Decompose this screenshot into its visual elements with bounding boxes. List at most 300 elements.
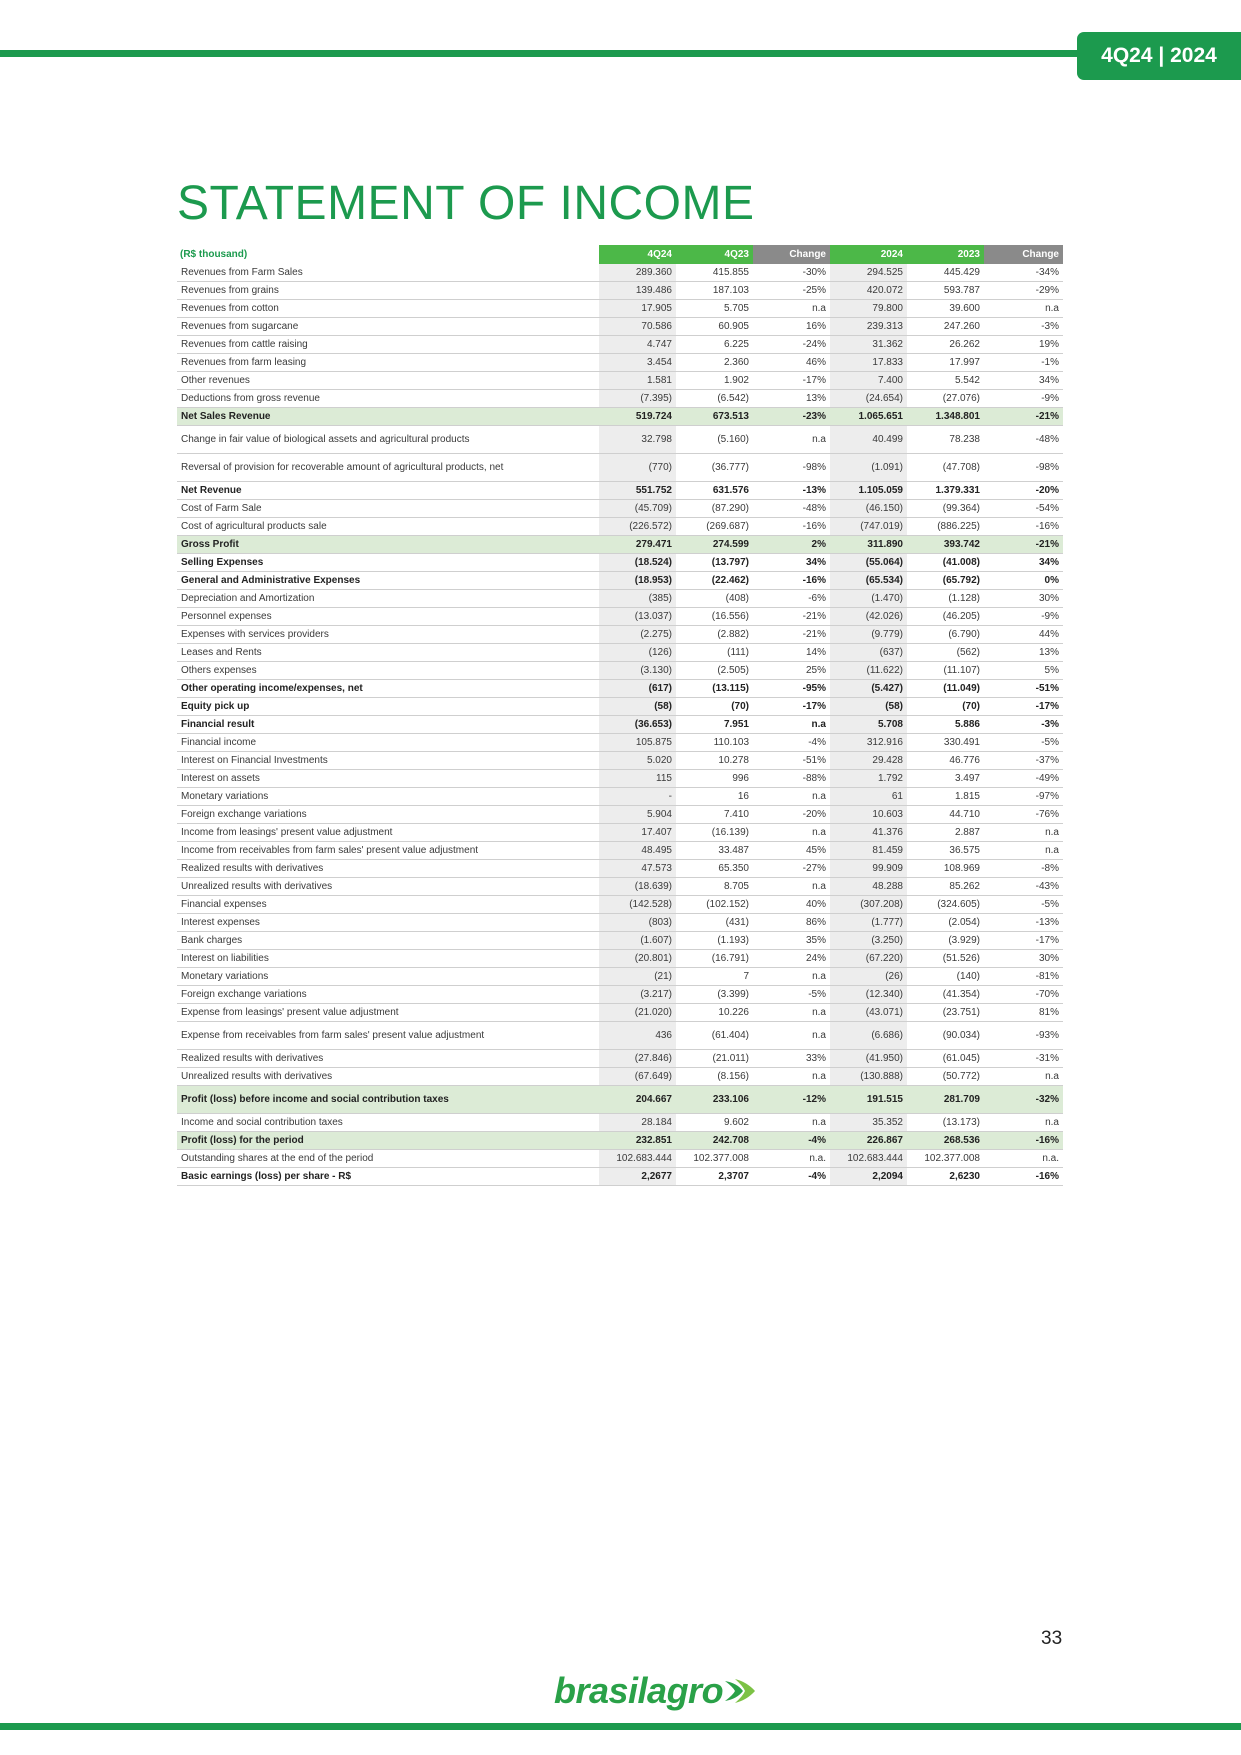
row-value: (140) [907,968,984,986]
row-label: Other revenues [177,372,599,390]
row-label: Cost of Farm Sale [177,500,599,518]
row-value: 40.499 [830,426,907,454]
row-value: (3.399) [676,986,753,1004]
row-value: 33% [753,1050,830,1068]
row-value: 1.379.331 [907,482,984,500]
row-value: n.a [753,1004,830,1022]
row-value: 60.905 [676,318,753,336]
row-value: (226.572) [599,518,676,536]
row-value: 13% [753,390,830,408]
row-value: (2.882) [676,626,753,644]
row-value: 274.599 [676,536,753,554]
row-value: (1.091) [830,454,907,482]
row-value: -98% [984,454,1063,482]
row-value: (3.929) [907,932,984,950]
row-value: -9% [984,390,1063,408]
row-value: -3% [984,318,1063,336]
row-value: (3.250) [830,932,907,950]
row-value: (1.193) [676,932,753,950]
row-value: (6.790) [907,626,984,644]
row-value: -51% [984,680,1063,698]
table-row [177,1132,1063,1150]
table-header-row [177,245,1063,264]
row-value: 10.278 [676,752,753,770]
row-value: 102.377.008 [907,1150,984,1168]
row-value: 10.226 [676,1004,753,1022]
page-title: STATEMENT OF INCOME [177,177,755,230]
row-value: (770) [599,454,676,482]
row-value: 35% [753,932,830,950]
table-row [177,1050,1063,1068]
row-value: (22.462) [676,572,753,590]
row-value: -48% [984,426,1063,454]
row-value: 5.705 [676,300,753,318]
row-value: 29.428 [830,752,907,770]
row-label: Interest expenses [177,914,599,932]
row-value: 17.997 [907,354,984,372]
row-value: 16% [753,318,830,336]
row-value: -1% [984,354,1063,372]
row-value: (6.686) [830,1022,907,1050]
row-value: (1.128) [907,590,984,608]
table-body [177,264,1063,1186]
row-value: (23.751) [907,1004,984,1022]
row-value: (55.064) [830,554,907,572]
table-row [177,806,1063,824]
table-row [177,752,1063,770]
row-value: (20.801) [599,950,676,968]
row-label: Monetary variations [177,968,599,986]
row-value: 30% [984,950,1063,968]
table-row [177,390,1063,408]
row-value: (324.605) [907,896,984,914]
row-value: -20% [753,806,830,824]
row-value: n.a [984,1114,1063,1132]
table-row [177,1068,1063,1086]
table-row [177,318,1063,336]
row-value: 33.487 [676,842,753,860]
table-row [177,986,1063,1004]
row-value: 2.360 [676,354,753,372]
row-value: (42.026) [830,608,907,626]
row-value: 41.376 [830,824,907,842]
row-value: 551.752 [599,482,676,500]
row-value: n.a [753,1068,830,1086]
row-value: -70% [984,986,1063,1004]
row-value: 673.513 [676,408,753,426]
row-value: (46.150) [830,500,907,518]
table-row [177,626,1063,644]
row-value: (50.772) [907,1068,984,1086]
row-value: 7.410 [676,806,753,824]
row-value: (1.470) [830,590,907,608]
table-row [177,662,1063,680]
row-value: 330.491 [907,734,984,752]
row-value: (61.045) [907,1050,984,1068]
row-value: 445.429 [907,264,984,282]
row-value: 311.890 [830,536,907,554]
row-value: (41.008) [907,554,984,572]
row-value: 17.905 [599,300,676,318]
row-value: 279.471 [599,536,676,554]
row-value: -5% [984,734,1063,752]
row-value: (886.225) [907,518,984,536]
top-accent-bar [0,50,1090,57]
row-label: Other operating income/expenses, net [177,680,599,698]
row-value: -43% [984,878,1063,896]
row-value: (11.107) [907,662,984,680]
row-value: 13% [984,644,1063,662]
row-value: -49% [984,770,1063,788]
row-value: (21.011) [676,1050,753,1068]
row-value: (21) [599,968,676,986]
row-value: -4% [753,1168,830,1186]
row-value: 191.515 [830,1086,907,1114]
row-value: -16% [984,1132,1063,1150]
row-label: General and Administrative Expenses [177,572,599,590]
row-label: Net Sales Revenue [177,408,599,426]
row-label: Revenues from Farm Sales [177,264,599,282]
row-value: -5% [753,986,830,1004]
row-value: (2.054) [907,914,984,932]
row-label: Realized results with derivatives [177,860,599,878]
row-value: (5.427) [830,680,907,698]
row-value: (51.526) [907,950,984,968]
row-value: (67.220) [830,950,907,968]
table-row [177,968,1063,986]
row-value: (431) [676,914,753,932]
row-value: 1.065.651 [830,408,907,426]
column-header: 2024 [830,245,907,264]
row-value: -29% [984,282,1063,300]
row-label: Net Revenue [177,482,599,500]
row-value: (67.649) [599,1068,676,1086]
row-label: Equity pick up [177,698,599,716]
row-value: 3.454 [599,354,676,372]
row-label: Depreciation and Amortization [177,590,599,608]
table-row [177,1004,1063,1022]
row-value: 81.459 [830,842,907,860]
row-value: -20% [984,482,1063,500]
table-row [177,878,1063,896]
row-value: 46% [753,354,830,372]
row-label: Revenues from cotton [177,300,599,318]
row-value: 2,3707 [676,1168,753,1186]
row-value: (41.354) [907,986,984,1004]
row-label: Expense from leasings' present value adjustment [177,1004,599,1022]
row-value: 1.348.801 [907,408,984,426]
row-label: Gross Profit [177,536,599,554]
row-value: 39.600 [907,300,984,318]
row-value: (16.791) [676,950,753,968]
row-value: 7.951 [676,716,753,734]
table-row [177,896,1063,914]
row-value: (27.076) [907,390,984,408]
row-value: -21% [984,408,1063,426]
row-value: (61.404) [676,1022,753,1050]
row-label: Bank charges [177,932,599,950]
column-header: 2023 [907,245,984,264]
row-value: -6% [753,590,830,608]
table-row [177,336,1063,354]
row-value: -32% [984,1086,1063,1114]
row-value: (47.708) [907,454,984,482]
row-value: -17% [753,372,830,390]
row-value: 48.288 [830,878,907,896]
row-value: 268.536 [907,1132,984,1150]
row-label: Expenses with services providers [177,626,599,644]
row-value: -17% [984,932,1063,950]
table-row [177,408,1063,426]
row-value: -31% [984,1050,1063,1068]
row-value: (16.139) [676,824,753,842]
table-row [177,698,1063,716]
row-label: Revenues from sugarcane [177,318,599,336]
row-value: 0% [984,572,1063,590]
row-value: 17.833 [830,354,907,372]
row-value: 78.238 [907,426,984,454]
row-value: (130.888) [830,1068,907,1086]
row-value: 415.855 [676,264,753,282]
row-value: 28.184 [599,1114,676,1132]
row-value: (46.205) [907,608,984,626]
row-value: 16 [676,788,753,806]
row-value: 6.225 [676,336,753,354]
row-value: n.a [753,426,830,454]
row-value: -3% [984,716,1063,734]
row-value: (2.505) [676,662,753,680]
row-value: 44.710 [907,806,984,824]
row-value: 36.575 [907,842,984,860]
row-value: 102.377.008 [676,1150,753,1168]
row-value: n.a. [984,1150,1063,1168]
row-value: (6.542) [676,390,753,408]
row-value: (102.152) [676,896,753,914]
row-value: 46.776 [907,752,984,770]
row-value: -97% [984,788,1063,806]
row-label: Financial expenses [177,896,599,914]
row-value: 5.708 [830,716,907,734]
row-value: 281.709 [907,1086,984,1114]
row-value: (9.779) [830,626,907,644]
row-value: 86% [753,914,830,932]
row-value: 35.352 [830,1114,907,1132]
row-value: -16% [753,572,830,590]
row-value: 34% [753,554,830,572]
row-value: -25% [753,282,830,300]
table-row [177,716,1063,734]
row-value: (36.653) [599,716,676,734]
row-value: 79.800 [830,300,907,318]
row-value: 2,2677 [599,1168,676,1186]
row-value: 312.916 [830,734,907,752]
row-value: -13% [753,482,830,500]
row-label: Basic earnings (loss) per share - R$ [177,1168,599,1186]
row-value: 2,6230 [907,1168,984,1186]
row-value: 1.792 [830,770,907,788]
row-value: (41.950) [830,1050,907,1068]
period-badge: 4Q24 | 2024 [1077,32,1241,80]
row-value: n.a [753,716,830,734]
row-label: Interest on assets [177,770,599,788]
row-label: Profit (loss) for the period [177,1132,599,1150]
row-value: (26) [830,968,907,986]
row-value: -4% [753,734,830,752]
row-value: 5.904 [599,806,676,824]
row-value: 40% [753,896,830,914]
row-value: (2.275) [599,626,676,644]
row-value: -17% [753,698,830,716]
row-value: 289.360 [599,264,676,282]
row-value: (13.173) [907,1114,984,1132]
row-value: (45.709) [599,500,676,518]
row-value: 47.573 [599,860,676,878]
row-value: n.a. [753,1150,830,1168]
row-value: n.a [753,300,830,318]
row-label: Revenues from cattle raising [177,336,599,354]
row-value: 30% [984,590,1063,608]
row-value: -93% [984,1022,1063,1050]
row-value: 10.603 [830,806,907,824]
row-value: 24% [753,950,830,968]
row-value: -54% [984,500,1063,518]
row-value: (142.528) [599,896,676,914]
row-value: 102.683.444 [599,1150,676,1168]
row-label: Interest on liabilities [177,950,599,968]
row-label: Unrealized results with derivatives [177,1068,599,1086]
row-value: (70) [676,698,753,716]
table-row [177,518,1063,536]
row-value: (13.115) [676,680,753,698]
row-value: (13.037) [599,608,676,626]
row-value: 105.875 [599,734,676,752]
row-value: n.a [753,1022,830,1050]
brasilagro-logo [554,1670,757,1712]
row-label: Profit (loss) before income and social contribution taxes [177,1086,599,1114]
row-value: -98% [753,454,830,482]
row-value: -81% [984,968,1063,986]
row-value: 631.576 [676,482,753,500]
row-value: 108.969 [907,860,984,878]
row-value: 393.742 [907,536,984,554]
row-value: -17% [984,698,1063,716]
row-value: (13.797) [676,554,753,572]
row-value: -13% [984,914,1063,932]
row-value: 519.724 [599,408,676,426]
table-row [177,1150,1063,1168]
row-value: 139.486 [599,282,676,300]
row-value: 25% [753,662,830,680]
row-value: -16% [984,1168,1063,1186]
row-label: Financial income [177,734,599,752]
row-label: Cost of agricultural products sale [177,518,599,536]
column-header: 4Q24 [599,245,676,264]
row-value: (18.524) [599,554,676,572]
row-value: n.a [753,1114,830,1132]
table-row [177,500,1063,518]
row-value: 294.525 [830,264,907,282]
row-label: Revenues from farm leasing [177,354,599,372]
row-value: (126) [599,644,676,662]
table-row [177,426,1063,454]
row-value: 226.867 [830,1132,907,1150]
row-value: -24% [753,336,830,354]
row-value: 233.106 [676,1086,753,1114]
row-label: Selling Expenses [177,554,599,572]
table-row [177,354,1063,372]
row-label: Income and social contribution taxes [177,1114,599,1132]
row-label: Others expenses [177,662,599,680]
row-value: -5% [984,896,1063,914]
row-value: 85.262 [907,878,984,896]
table-row [177,608,1063,626]
row-value: -88% [753,770,830,788]
row-value: n.a [984,824,1063,842]
row-value: 420.072 [830,282,907,300]
column-header: Change [984,245,1063,264]
row-value: -16% [753,518,830,536]
page-number: 33 [1041,1628,1063,1649]
row-label: Income from leasings' present value adjustment [177,824,599,842]
table-row [177,770,1063,788]
row-value: (58) [599,698,676,716]
row-value: (70) [907,698,984,716]
row-value: (65.534) [830,572,907,590]
row-value: 1.815 [907,788,984,806]
row-value: 2,2094 [830,1168,907,1186]
row-value: (21.020) [599,1004,676,1022]
table-row [177,1022,1063,1050]
row-value: -21% [753,608,830,626]
row-value: 242.708 [676,1132,753,1150]
row-value: 14% [753,644,830,662]
row-value: 247.260 [907,318,984,336]
row-value: -21% [753,626,830,644]
row-value: (269.687) [676,518,753,536]
table-row [177,372,1063,390]
row-value: 239.313 [830,318,907,336]
row-value: 9.602 [676,1114,753,1132]
row-value: (58) [830,698,907,716]
row-value: 32.798 [599,426,676,454]
row-value: n.a [753,788,830,806]
row-value: -12% [753,1086,830,1114]
row-value: 34% [984,372,1063,390]
row-value: 8.705 [676,878,753,896]
table-row [177,572,1063,590]
row-value: 99.909 [830,860,907,878]
table-row [177,554,1063,572]
table-row [177,950,1063,968]
row-value: 7 [676,968,753,986]
row-label: Expense from receivables from farm sales' present value adjustment [177,1022,599,1050]
row-value: (65.792) [907,572,984,590]
row-value: -34% [984,264,1063,282]
row-value: (307.208) [830,896,907,914]
row-label: Revenues from grains [177,282,599,300]
row-value: 2.887 [907,824,984,842]
row-label: Unrealized results with derivatives [177,878,599,896]
chevron-wings-icon [723,1677,757,1705]
row-value: 436 [599,1022,676,1050]
row-value: -21% [984,536,1063,554]
row-value: (18.953) [599,572,676,590]
row-value: 187.103 [676,282,753,300]
row-value: (36.777) [676,454,753,482]
row-value: (99.364) [907,500,984,518]
row-value: (27.846) [599,1050,676,1068]
row-value: (12.340) [830,986,907,1004]
